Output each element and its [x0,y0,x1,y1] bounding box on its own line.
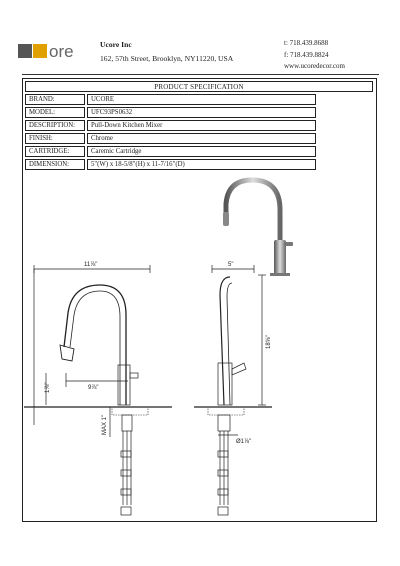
spec-label: BRAND: [25,94,85,105]
logo-wordmark: ore [49,42,74,61]
spec-label: MODEL: [25,107,85,118]
spec-label: DESCRIPTION: [25,120,85,131]
technical-drawing [22,255,377,522]
spec-value: Chrome [87,133,316,144]
front-below-deck-label: MAX 1" [102,414,108,435]
header-divider [22,74,379,75]
ucore-logo [18,38,96,64]
spec-label: DIMENSION: [25,159,85,170]
side-base-label: Ø1⅞" [236,439,252,445]
side-width-label: 5" [228,262,234,268]
faucet-handle [284,242,293,246]
spec-row-finish [25,133,316,144]
spec-value: UCORE [87,94,316,105]
spec-label: FINISH: [25,133,85,144]
front-reach-label: 9⅞" [88,385,99,391]
company-info [100,38,233,66]
phone-number: t: 718.439.8688 [284,39,329,47]
spec-value: Pull-Down Kitchen Mixer [87,120,316,131]
spec-value: UFC93PS0632 [87,107,316,118]
spray-head [223,212,229,226]
side-view [194,265,272,515]
company-address: 162, 57th Street, Brooklyn, NY11220, USA [100,54,234,63]
spec-title: PRODUCT SPECIFICATION [25,81,373,92]
spec-row-model [25,107,316,118]
side-height-label: 18⅝" [266,335,272,349]
website-link[interactable]: www.ucoredecor.com [284,62,345,70]
spec-row-cartridge [25,146,316,157]
spec-label: CARTRIDGE: [25,146,85,157]
fax-number: f: 718.439.8824 [284,50,329,59]
spec-row-brand [25,94,316,105]
spec-value: Caremic Cartridge [87,146,316,157]
spec-value: 5"(W) x 18-5/8"(H) x 11-7/16"(D) [87,159,316,170]
logo-accent-square [33,44,47,58]
contact-info [284,38,345,73]
company-name: Ucore Inc [100,40,132,49]
spec-row-dimension [25,159,316,170]
spec-row-description [25,120,316,131]
front-width-label: 11⅞" [84,262,98,268]
logo-square [18,44,32,58]
front-base-height-label: 1⅞" [45,382,51,393]
